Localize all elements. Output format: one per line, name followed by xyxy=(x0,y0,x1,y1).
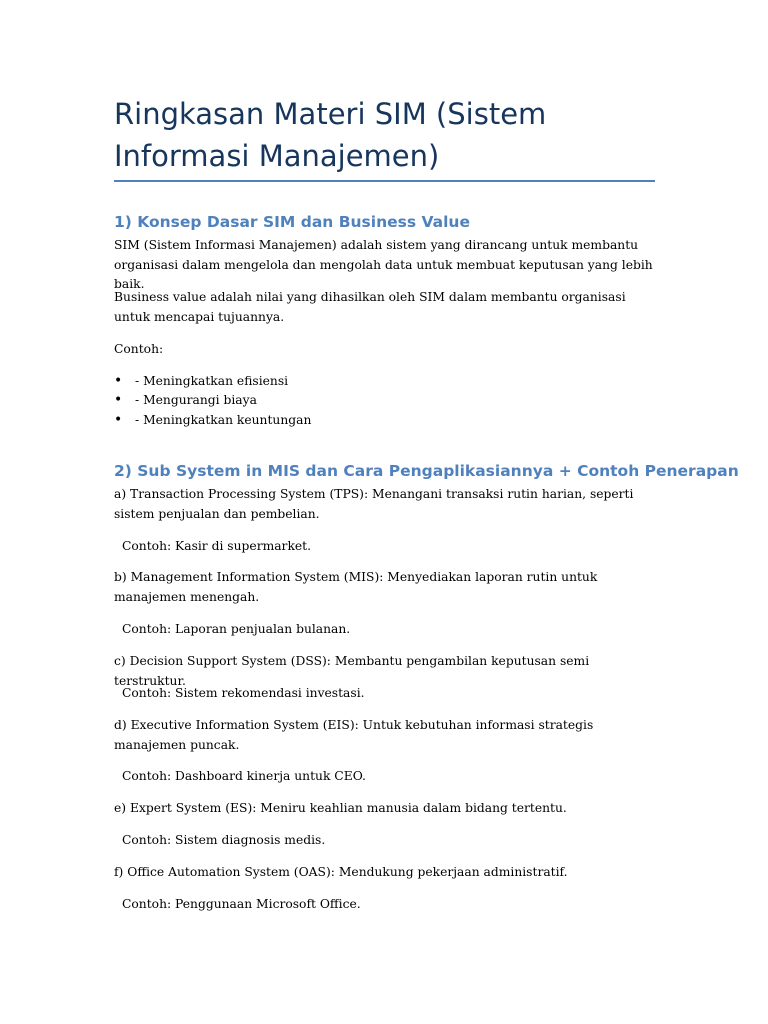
subsystem-oas-text: f) Office Automation System (OAS): Mendukung pekerjaan administratif. xyxy=(114,865,568,879)
section-1-paragraph-2: Business value adalah nilai yang dihasilkan oleh SIM dalam membantu organisasi untuk mencapai tujuannya. xyxy=(114,290,626,324)
bullet-icon: • xyxy=(114,373,123,389)
section-1-example-label: Contoh: xyxy=(114,342,164,356)
subsystem-dss-example: Contoh: Sistem rekomendasi investasi. xyxy=(122,686,365,700)
subsystem-es-text: e) Expert System (ES): Meniru keahlian manusia dalam bidang tertentu. xyxy=(114,801,567,815)
benefit-list xyxy=(114,372,311,430)
list-item xyxy=(114,372,311,391)
subsystem-oas-example: Contoh: Penggunaan Microsoft Office. xyxy=(122,897,361,911)
bullet-icon: • xyxy=(114,411,123,428)
list-item-text: - Mengurangi biaya xyxy=(135,393,257,408)
list-item-text: - Meningkatkan efisiensi xyxy=(135,374,289,388)
subsystem-mis-text: b) Management Information System (MIS): Menyediakan laporan rutin untuk manajemen menengah. xyxy=(114,570,598,604)
subsystem-eis-example: Contoh: Dashboard kinerja untuk CEO. xyxy=(122,769,366,783)
bullet-icon: • xyxy=(114,392,123,409)
subsystem-es-example: Contoh: Sistem diagnosis medis. xyxy=(122,833,326,847)
subsystem-dss-text: c) Decision Support System (DSS): Membantu pengambilan keputusan semi terstruktur. xyxy=(114,654,590,688)
subsystem-tps-example: Contoh: Kasir di supermarket. xyxy=(122,539,312,553)
list-item xyxy=(114,391,311,410)
list-item-text: - Meningkatkan keuntungan xyxy=(135,412,312,427)
subsystem-eis-text: d) Executive Information System (EIS): Untuk kebutuhan informasi strategis manajemen puncak. xyxy=(114,718,594,752)
title-underline xyxy=(114,180,655,182)
subsystem-mis-example: Contoh: Laporan penjualan bulanan. xyxy=(122,622,351,636)
section-1-paragraph-1: SIM (Sistem Informasi Manajemen) adalah sistem yang dirancang untuk membantu organisasi dalam mengelola dan mengolah data untuk membuat keputusan yang lebih baik. xyxy=(114,238,653,291)
section-2-heading: 2) Sub System in MIS dan Cara Pengaplikasiannya + Contoh Penerapan xyxy=(114,462,739,480)
section-1-heading: 1) Konsep Dasar SIM dan Business Value xyxy=(114,213,470,231)
subsystem-tps-text: a) Transaction Processing System (TPS): Menangani transaksi rutin harian, seperti sistem penjualan dan pembelian. xyxy=(114,487,634,521)
list-item xyxy=(114,411,311,430)
document-title: Ringkasan Materi SIM (Sistem Informasi Manajemen) xyxy=(114,97,547,173)
